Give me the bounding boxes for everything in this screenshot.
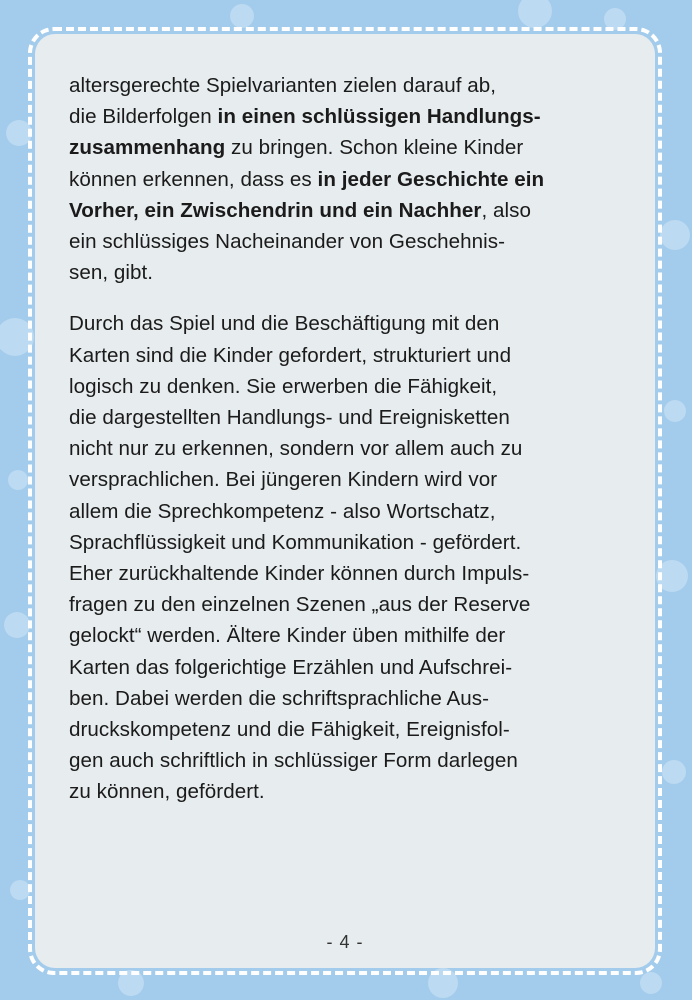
text-line: Karten sind die Kinder gefordert, strukturiert und (69, 343, 512, 367)
text-run: die Bilderfolgen (69, 105, 218, 129)
text-line: die dargestellten Handlungs- und Ereignisketten (69, 406, 510, 430)
bold-text-run: in jeder Geschichte ein (317, 167, 545, 191)
decorative-bubble (640, 972, 662, 994)
text-line (69, 168, 544, 191)
page-number: - 4 - (326, 932, 364, 952)
bold-text-run: Vorher, ein Zwischendrin und ein Nachher (69, 198, 482, 222)
decorative-bubble (664, 400, 686, 422)
text-line (69, 230, 505, 253)
text-line: gen auch schriftlich in schlüssiger Form darlegen (69, 749, 518, 773)
text-line: Durch das Spiel und die Beschäftigung mit den (69, 312, 500, 336)
decorative-bubble (4, 612, 30, 638)
text-line: druckskompetenz und die Fähigkeit, Ereignisfol- (69, 718, 510, 742)
text-line: versprachlichen. Bei jüngeren Kindern wird vor (69, 468, 498, 492)
decorative-bubble (662, 760, 686, 784)
paragraph-learning-goals (69, 308, 629, 807)
decorative-bubble (518, 0, 552, 28)
decorative-bubble (230, 4, 254, 28)
paragraph-game-variants (69, 70, 629, 288)
decorative-bubble (8, 470, 28, 490)
text-line (69, 199, 531, 222)
text-line: fragen zu den einzelnen Szenen „aus der Reserve (69, 593, 531, 617)
text-card (35, 34, 655, 968)
text-line (69, 74, 496, 97)
text-line: Eher zurückhaltende Kinder können durch Impuls- (69, 562, 530, 586)
bold-text-run: in einen schlüssigen Handlungs- (217, 105, 541, 129)
bold-text-run: zusammenhang (69, 136, 226, 160)
text-line: zu können, gefördert. (69, 780, 265, 804)
text-line: nicht nur zu erkennen, sondern vor allem auch zu (69, 437, 523, 461)
decorative-bubble (660, 220, 690, 250)
text-line (69, 261, 153, 284)
text-line (69, 105, 541, 128)
text-run: sen, gibt. (69, 261, 154, 285)
text-line: logisch zu denken. Sie erwerben die Fähigkeit, (69, 374, 498, 398)
text-line (69, 136, 523, 159)
decorative-bubble (10, 880, 30, 900)
text-line: Karten das folgerichtige Erzählen und Aufschrei- (69, 655, 513, 679)
text-run: können erkennen, dass es (69, 167, 318, 191)
text-run: ein schlüssiges Nacheinander von Geschehnis- (69, 230, 506, 254)
text-line: allem die Sprechkompetenz - also Wortschatz, (69, 499, 496, 523)
text-line: gelockt“ werden. Ältere Kinder üben mithilfe der (69, 624, 506, 648)
card-content (69, 70, 629, 828)
text-line: Sprachflüssigkeit und Kommunikation - gefördert. (69, 530, 522, 554)
text-run: altersgerechte Spielvarianten zielen darauf ab, (69, 74, 497, 97)
text-run: zu bringen. Schon kleine Kinder (225, 136, 524, 160)
text-line: ben. Dabei werden die schriftsprachliche Aus- (69, 686, 490, 710)
text-run: , also (481, 198, 531, 222)
